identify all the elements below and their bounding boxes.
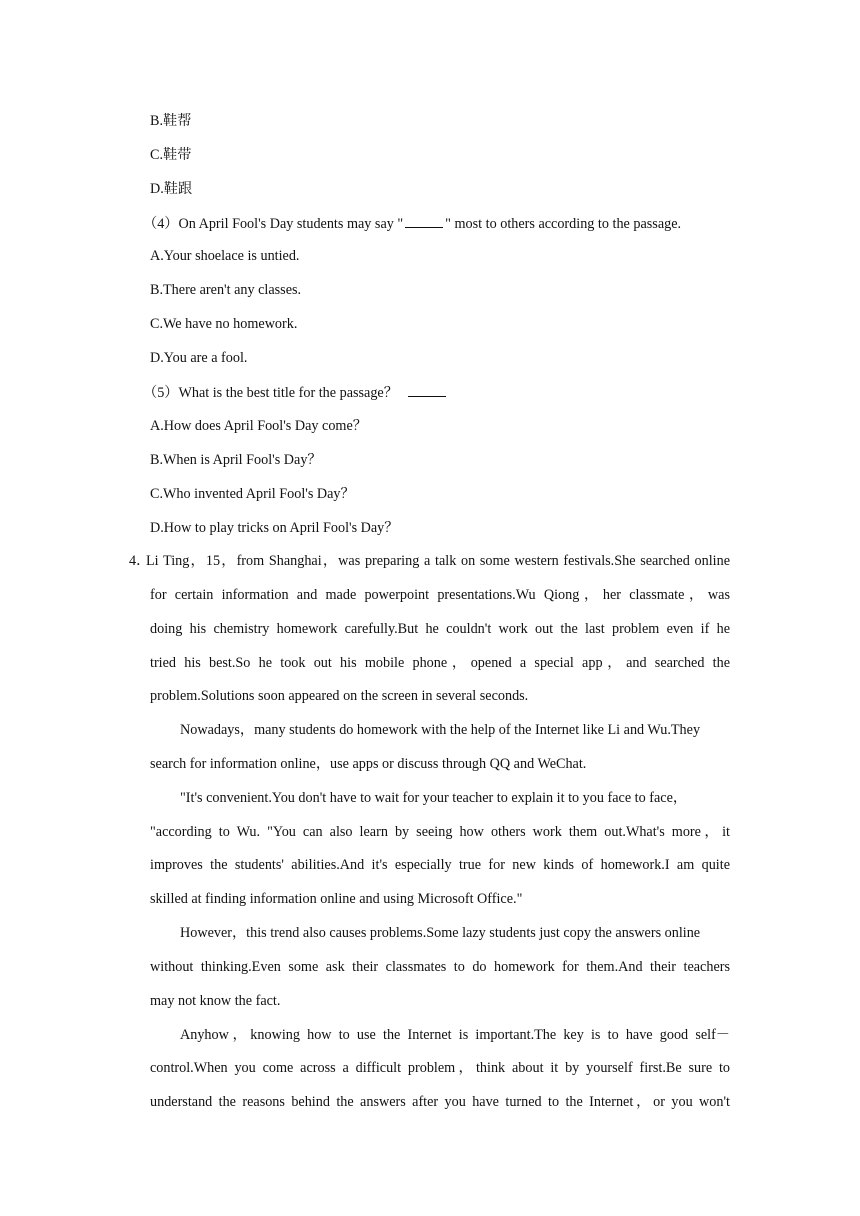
passage-line: may not know the fact. <box>150 993 281 1009</box>
passage-line: tried his best.So he took out his mobile phone，opened a special app，and searched the <box>150 655 730 671</box>
passage-line: without thinking.Even some ask their classmates to do homework for them.And their teachers <box>150 959 730 975</box>
passage-line: understand the reasons behind the answers after you have turned to the Internet，or you won't <box>150 1094 730 1110</box>
q4-stem-prefix: （4）On April Fool's Day students may say " <box>143 216 404 232</box>
q5-option-b: B.When is April Fool's Day？ <box>150 452 322 468</box>
passage-line: for certain information and made powerpoint presentations.Wu Qiong，her classmate，was <box>150 587 730 603</box>
q5-option-d: D.How to play tricks on April Fool's Day？ <box>150 520 399 536</box>
passage-line: However，this trend also causes problems.Some lazy students just copy the answers online <box>180 925 701 941</box>
passage-line: skilled at finding information online and using Microsoft Office." <box>150 891 523 907</box>
passage-line: "It's convenient.You don't have to wait for your teacher to explain it to you face to face， <box>180 790 688 806</box>
q5-stem-text: （5）What is the best title for the passage？ <box>143 385 398 401</box>
q4-stem-suffix: " most to others according to the passage. <box>445 216 682 232</box>
q3-option-d: D.鞋跟 <box>150 181 193 197</box>
passage-line: doing his chemistry homework carefully.But he couldn't work out the last problem even if he <box>150 621 730 637</box>
q4-option-d: D.You are a fool. <box>150 350 248 366</box>
q4-option-a: A.Your shoelace is untied. <box>150 248 300 264</box>
q5-option-a: A.How does April Fool's Day come？ <box>150 418 367 434</box>
passage-line: Nowadays，many students do homework with the help of the Internet like Li and Wu.They <box>180 722 701 738</box>
q5-stem <box>143 382 448 403</box>
question-number: 4． <box>129 553 151 569</box>
q4-stem <box>143 213 681 234</box>
passage-line: Li Ting，15，from Shanghai，was preparing a talk on some western festivals.She searched online <box>146 553 730 569</box>
q3-option-b: B.鞋帮 <box>150 113 192 129</box>
answer-blank <box>408 382 446 397</box>
q4-option-c: C.We have no homework. <box>150 316 298 332</box>
passage-line: problem.Solutions soon appeared on the screen in several seconds. <box>150 688 529 704</box>
passage-line: "according to Wu. "You can also learn by seeing how others work them out.What's more，it <box>150 824 730 840</box>
answer-blank <box>405 213 443 228</box>
q5-option-c: C.Who invented April Fool's Day？ <box>150 486 355 502</box>
q3-option-c: C.鞋带 <box>150 147 192 163</box>
passage-line: control.When you come across a difficult problem，think about it by yourself first.Be sure to <box>150 1060 730 1076</box>
passage-line: improves the students' abilities.And it's especially true for new kinds of homework.I am quite <box>150 857 730 873</box>
passage-line: Anyhow，knowing how to use the Internet is important.The key is to have good self－ <box>180 1027 730 1043</box>
passage-line: search for information online，use apps or discuss through QQ and WeChat. <box>150 756 587 772</box>
q4-option-b: B.There aren't any classes. <box>150 282 302 298</box>
